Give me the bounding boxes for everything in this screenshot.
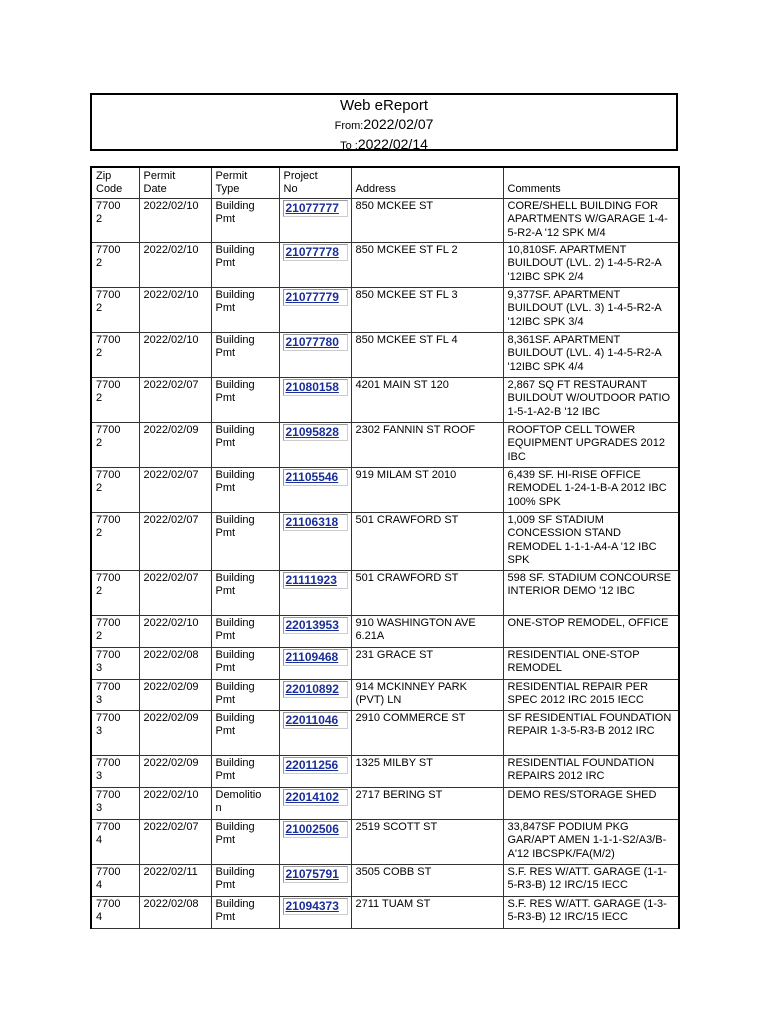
table-row [91,755,679,787]
permit-type-cell: Building Pmt [211,332,279,377]
from-line [92,115,676,135]
project-no-cell [279,755,351,787]
project-no-cell [279,242,351,287]
zip-cell: 7700 3 [91,755,139,787]
zip-cell: 7700 2 [91,422,139,467]
permit-date-cell: 2022/02/08 [139,647,211,679]
permit-date-cell: 2022/02/10 [139,287,211,332]
address-cell: 850 MCKEE ST [351,198,503,242]
comments-cell: 10,810SF. APARTMENT BUILDOUT (LVL. 2) 1-4-5-R2-A '12IBC SPK 2/4 [503,242,679,287]
header-comments: Comments [503,167,679,198]
zip-cell: 7700 3 [91,647,139,679]
permit-date-cell: 2022/02/07 [139,570,211,615]
permit-type-cell: Building Pmt [211,570,279,615]
permit-type-cell: Building Pmt [211,710,279,755]
comments-cell: RESIDENTIAL FOUNDATION REPAIRS 2012 IRC [503,755,679,787]
comments-cell: 9,377SF. APARTMENT BUILDOUT (LVL. 3) 1-4-5-R2-A '12IBC SPK 3/4 [503,287,679,332]
permit-type-cell: Building Pmt [211,242,279,287]
from-label: From: [334,120,364,132]
comments-cell: 6,439 SF. HI-RISE OFFICE REMODEL 1-24-1-B-A 2012 IBC 100% SPK [503,467,679,512]
address-cell: 2717 BERING ST [351,787,503,819]
to-label: To : [340,140,358,152]
project-no-cell [279,679,351,710]
address-cell: 2302 FANNIN ST ROOF [351,422,503,467]
permits-table [90,166,680,929]
permit-type-cell: Building Pmt [211,896,279,928]
table-row [91,679,679,710]
table-body [91,198,679,928]
table-row [91,422,679,467]
permit-type-cell: Building Pmt [211,377,279,422]
table-row [91,647,679,679]
address-cell: 850 MCKEE ST FL 3 [351,287,503,332]
project-no-cell [279,332,351,377]
zip-cell: 7700 2 [91,570,139,615]
address-cell: 914 MCKINNEY PARK (PVT) LN [351,679,503,710]
comments-cell: CORE/SHELL BUILDING FOR APARTMENTS W/GARAGE 1-4-5-R2-A '12 SPK M/4 [503,198,679,242]
address-cell: 501 CRAWFORD ST [351,512,503,570]
permit-type-cell: Building Pmt [211,647,279,679]
permit-type-cell: Building Pmt [211,864,279,896]
table-row [91,332,679,377]
permit-date-cell: 2022/02/07 [139,377,211,422]
zip-cell: 7700 2 [91,377,139,422]
permit-type-cell: Building Pmt [211,198,279,242]
project-link[interactable]: 22011256 [283,757,348,775]
comments-cell: 33,847SF PODIUM PKG GAR/APT AMEN 1-1-1-S2/A3/B-A'12 IBCSPK/FA(M/2) [503,819,679,864]
permit-date-cell: 2022/02/10 [139,242,211,287]
permit-date-cell: 2022/02/11 [139,864,211,896]
permit-date-cell: 2022/02/09 [139,679,211,710]
project-link[interactable]: 21080158 [283,379,348,397]
permit-date-cell: 2022/02/07 [139,819,211,864]
project-no-cell [279,422,351,467]
comments-cell: DEMO RES/STORAGE SHED [503,787,679,819]
address-cell: 1325 MILBY ST [351,755,503,787]
header-zip-code: Zip Code [91,167,139,198]
permit-date-cell: 2022/02/09 [139,710,211,755]
address-cell: 2711 TUAM ST [351,896,503,928]
project-link[interactable]: 21094373 [283,898,348,916]
project-link[interactable]: 21077779 [283,289,348,307]
report-title: Web eReport [339,97,429,114]
address-cell: 2910 COMMERCE ST [351,710,503,755]
project-no-cell [279,467,351,512]
permit-type-cell: Building Pmt [211,755,279,787]
address-cell: 231 GRACE ST [351,647,503,679]
project-link[interactable]: 21077778 [283,244,348,262]
permit-date-cell: 2022/02/09 [139,422,211,467]
permit-date-cell: 2022/02/07 [139,512,211,570]
permit-type-cell: Building Pmt [211,615,279,647]
table-row [91,819,679,864]
table-row [91,512,679,570]
permit-date-cell: 2022/02/10 [139,198,211,242]
to-line [92,135,676,155]
project-no-cell [279,819,351,864]
zip-cell: 7700 2 [91,198,139,242]
comments-cell: 1,009 SF STADIUM CONCESSION STAND REMODEL 1-1-1-A4-A '12 IBC SPK [503,512,679,570]
permit-type-cell: Building Pmt [211,679,279,710]
comments-cell: 2,867 SQ FT RESTAURANT BUILDOUT W/OUTDOOR PATIO 1-5-1-A2-B '12 IBC [503,377,679,422]
zip-cell: 7700 4 [91,896,139,928]
zip-cell: 7700 2 [91,512,139,570]
permit-date-cell: 2022/02/10 [139,787,211,819]
permit-type-cell: Building Pmt [211,422,279,467]
zip-cell: 7700 2 [91,615,139,647]
comments-cell: ONE-STOP REMODEL, OFFICE [503,615,679,647]
table-row [91,864,679,896]
zip-cell: 7700 3 [91,787,139,819]
permit-date-cell: 2022/02/08 [139,896,211,928]
address-cell: 2519 SCOTT ST [351,819,503,864]
project-no-cell [279,864,351,896]
permit-date-cell: 2022/02/10 [139,332,211,377]
project-link[interactable]: 21109468 [283,649,348,667]
address-cell: 850 MCKEE ST FL 2 [351,242,503,287]
project-no-cell [279,647,351,679]
header-permit-type: Permit Type [211,167,279,198]
address-cell: 919 MILAM ST 2010 [351,467,503,512]
zip-cell: 7700 2 [91,287,139,332]
address-cell: 850 MCKEE ST FL 4 [351,332,503,377]
comments-cell: 8,361SF. APARTMENT BUILDOUT (LVL. 4) 1-4-5-R2-A '12IBC SPK 4/4 [503,332,679,377]
table-row [91,198,679,242]
project-link[interactable]: 22010892 [283,681,348,699]
table-row [91,710,679,755]
project-no-cell [279,787,351,819]
table-row [91,570,679,615]
table-row [91,787,679,819]
project-no-cell [279,287,351,332]
comments-cell: ROOFTOP CELL TOWER EQUIPMENT UPGRADES 2012 IBC [503,422,679,467]
table-header [91,167,679,198]
project-link[interactable]: 21095828 [283,424,348,442]
comments-cell: S.F. RES W/ATT. GARAGE (1-3-5-R3-B) 12 IRC/15 IECC [503,896,679,928]
project-link[interactable]: 22014102 [283,789,348,807]
address-cell: 501 CRAWFORD ST [351,570,503,615]
project-no-cell [279,710,351,755]
table-row [91,287,679,332]
project-link[interactable]: 21075791 [283,866,348,884]
project-no-cell [279,198,351,242]
report-header [90,93,678,151]
permit-date-cell: 2022/02/07 [139,467,211,512]
project-no-cell [279,615,351,647]
zip-cell: 7700 2 [91,467,139,512]
comments-cell: S.F. RES W/ATT. GARAGE (1-1-5-R3-B) 12 IRC/15 IECC [503,864,679,896]
project-link[interactable]: 22011046 [283,712,348,730]
table-row [91,242,679,287]
table-row [91,896,679,928]
comments-cell: RESIDENTIAL ONE-STOP REMODEL [503,647,679,679]
from-date: 2022/02/07 [363,116,434,132]
zip-cell: 7700 4 [91,864,139,896]
table-row [91,377,679,422]
header-permit-date: Permit Date [139,167,211,198]
to-date: 2022/02/14 [357,136,428,152]
project-link[interactable]: 22013953 [283,617,348,635]
project-link[interactable]: 21077780 [283,334,348,352]
header-project-no: Project No [279,167,351,198]
project-no-cell [279,570,351,615]
project-no-cell [279,377,351,422]
project-link[interactable]: 21002506 [283,821,348,839]
project-link[interactable]: 21111923 [283,572,348,590]
address-cell: 910 WASHINGTON AVE 6.21A [351,615,503,647]
project-link[interactable]: 21106318 [283,514,348,532]
project-no-cell [279,896,351,928]
comments-cell: RESIDENTIAL REPAIR PER SPEC 2012 IRC 2015 IECC [503,679,679,710]
permit-date-cell: 2022/02/10 [139,615,211,647]
header-address: Address [351,167,503,198]
comments-cell: SF RESIDENTIAL FOUNDATION REPAIR 1-3-5-R3-B 2012 IRC [503,710,679,755]
project-no-cell [279,512,351,570]
zip-cell: 7700 2 [91,332,139,377]
project-link[interactable]: 21105546 [283,469,348,487]
permit-type-cell: Building Pmt [211,512,279,570]
permit-type-cell: Building Pmt [211,287,279,332]
zip-cell: 7700 3 [91,679,139,710]
table-row [91,615,679,647]
permit-type-cell: Demolitio n [211,787,279,819]
permit-type-cell: Building Pmt [211,819,279,864]
zip-cell: 7700 2 [91,242,139,287]
permit-type-cell: Building Pmt [211,467,279,512]
address-cell: 3505 COBB ST [351,864,503,896]
comments-cell: 598 SF. STADIUM CONCOURSE INTERIOR DEMO '12 IBC [503,570,679,615]
address-cell: 4201 MAIN ST 120 [351,377,503,422]
permit-date-cell: 2022/02/09 [139,755,211,787]
table-row [91,467,679,512]
zip-cell: 7700 3 [91,710,139,755]
zip-cell: 7700 4 [91,819,139,864]
project-link[interactable]: 21077777 [283,200,348,218]
